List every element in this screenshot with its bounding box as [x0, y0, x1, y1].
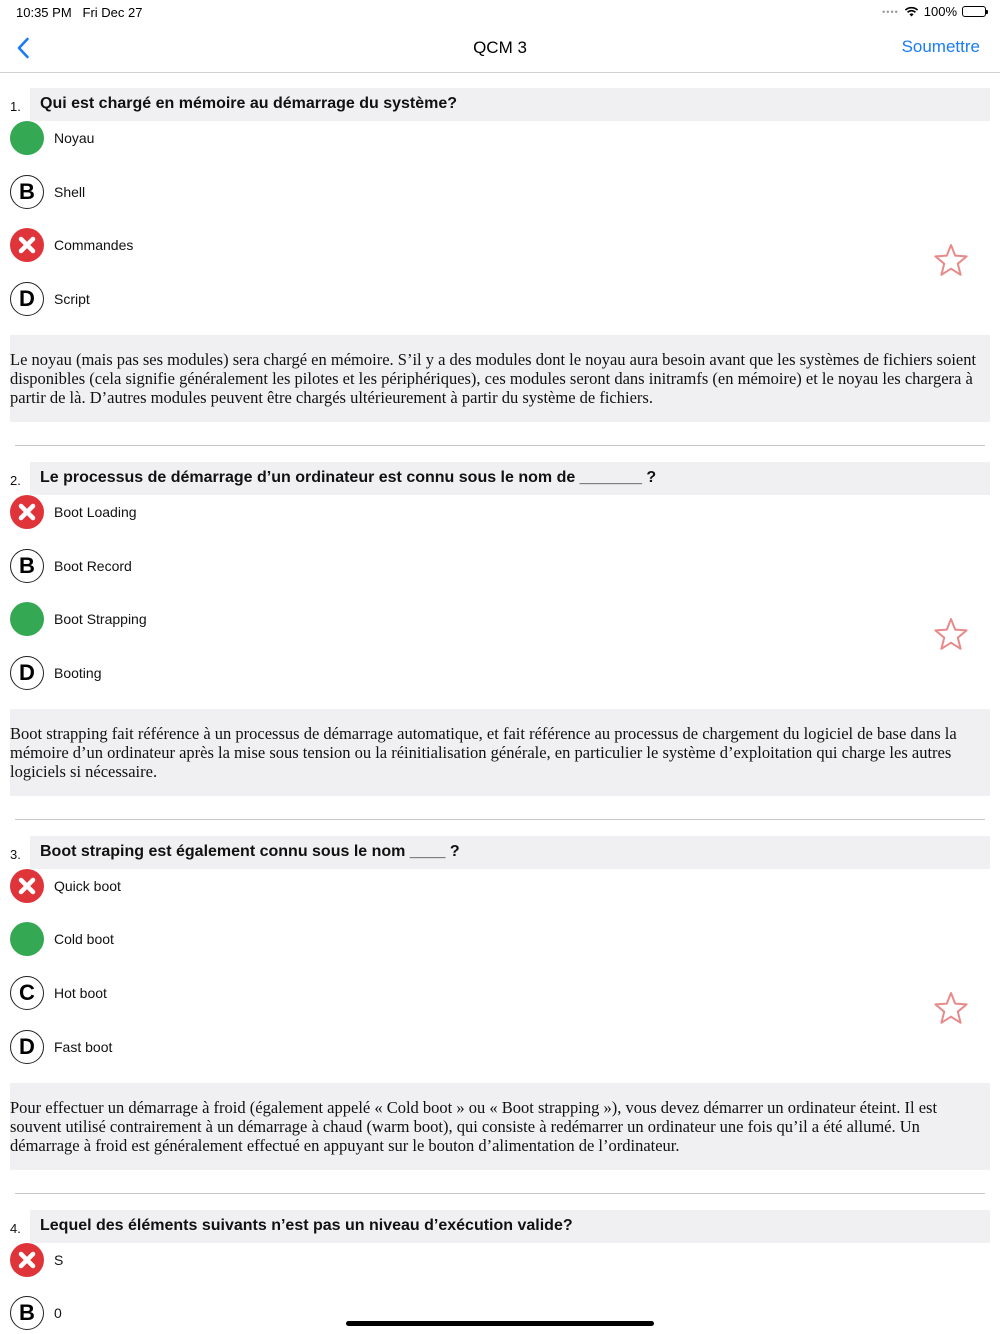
answer-option-b[interactable]: [10, 922, 610, 958]
submit-button[interactable]: Soumettre: [901, 37, 980, 56]
answer-option-a[interactable]: [10, 121, 610, 157]
back-button[interactable]: [8, 32, 38, 64]
answer-option-b[interactable]: [10, 175, 610, 211]
answer-label: Boot Loading: [54, 504, 137, 520]
letter-b-icon: B: [10, 175, 44, 209]
answer-label: Commandes: [54, 237, 134, 253]
correct-answer-icon: [10, 121, 44, 155]
divider: [15, 819, 985, 820]
answer-label: Script: [54, 291, 90, 307]
answer-option-a[interactable]: [10, 869, 610, 905]
letter-b-icon: B: [10, 1296, 44, 1330]
answer-option-d[interactable]: [10, 656, 610, 692]
status-time: [16, 5, 142, 20]
answer-label: 0: [54, 1305, 62, 1321]
answer-option-a[interactable]: [10, 1243, 610, 1279]
question-header: [30, 836, 990, 869]
wrong-answer-icon: [10, 495, 44, 529]
status-indicators: [882, 4, 986, 19]
correct-answer-icon: [10, 922, 44, 956]
status-time-text: 10:35 PM: [16, 5, 72, 20]
question-header: [30, 88, 990, 121]
page-title: QCM 3: [473, 38, 527, 57]
answer-option-b[interactable]: [10, 1296, 610, 1332]
chevron-left-icon: [16, 37, 30, 59]
letter-b-icon: B: [10, 549, 44, 583]
question-number: 3.: [10, 847, 21, 862]
star-icon[interactable]: [932, 990, 970, 1026]
answer-label: Boot Record: [54, 558, 132, 574]
question-text: Qui est chargé en mémoire au démarrage du système?: [40, 95, 458, 112]
answer-label: Fast boot: [54, 1039, 113, 1055]
question-header: [30, 462, 990, 495]
answer-label: Quick boot: [54, 878, 121, 894]
status-bar: [0, 0, 1000, 24]
correct-answer-icon: [10, 602, 44, 636]
letter-d-icon: D: [10, 1030, 44, 1064]
battery-icon: [962, 6, 986, 17]
battery-percent: 100%: [923, 4, 957, 19]
question-text: Le processus de démarrage d’un ordinateur est connu sous le nom de _______ ?: [40, 469, 657, 486]
question-text: Lequel des éléments suivants n’est pas un niveau d’exécution valide?: [40, 1217, 573, 1234]
question-number: 4.: [10, 1221, 21, 1236]
answer-option-c[interactable]: [10, 602, 610, 638]
wrong-answer-icon: [10, 869, 44, 903]
letter-d-icon: D: [10, 656, 44, 690]
answer-option-c[interactable]: [10, 976, 610, 1012]
answer-label: Cold boot: [54, 931, 114, 947]
star-icon[interactable]: [932, 242, 970, 278]
status-date-text: Fri Dec 27: [82, 5, 143, 20]
answer-label: Noyau: [54, 130, 95, 146]
explanation-panel: Le noyau (mais pas ses modules) sera chargé en mémoire. S’il y a des modules dont le noyau aura besoin avant que les systèmes de fichiers soient disponibles (cela signifie généralement les pilotes et les périphériques), ces modules seront dans initramfs (en mémoire) et le noyau les chargera à partir de là. D’autres modules peuvent être chargés ultérieurement à partir du système de fichiers.: [10, 335, 990, 422]
answer-label: Hot boot: [54, 985, 107, 1001]
answer-label: Booting: [54, 665, 102, 681]
signal-icon: ••••: [882, 6, 899, 17]
navigation-bar: [0, 24, 1000, 73]
answer-label: Boot Strapping: [54, 611, 147, 627]
divider: [15, 445, 985, 446]
wrong-answer-icon: [10, 228, 44, 262]
letter-c-icon: C: [10, 976, 44, 1010]
question-number: 1.: [10, 99, 21, 114]
answer-label: S: [54, 1252, 64, 1268]
answer-option-d[interactable]: [10, 282, 610, 318]
answer-label: Shell: [54, 184, 86, 200]
divider: [15, 1193, 985, 1194]
letter-d-icon: D: [10, 282, 44, 316]
home-indicator: [346, 1321, 654, 1326]
question-text: Boot straping est également connu sous le nom ____ ?: [40, 843, 460, 860]
answer-option-c[interactable]: [10, 228, 610, 264]
star-icon[interactable]: [932, 616, 970, 652]
wifi-icon: [904, 6, 919, 17]
explanation-panel: Boot strapping fait référence à un processus de démarrage automatique, et fait référence au processus de chargement du logiciel de base dans la mémoire d’un ordinateur après la mise sous tension ou la réinitialisation générale, en particulier le système d’exploitation qui charge les autres logiciels si nécessaire.: [10, 709, 990, 796]
answer-option-a[interactable]: [10, 495, 610, 531]
answer-option-b[interactable]: [10, 549, 610, 585]
answer-option-d[interactable]: [10, 1030, 610, 1066]
question-number: 2.: [10, 473, 21, 488]
explanation-panel: Pour effectuer un démarrage à froid (également appelé « Cold boot » ou « Boot strapping »), vous devez démarrer un ordinateur éteint. Il est souvent utilisé contrairement à un démarrage à chaud (warm boot), qui consiste à redémarrer un ordinateur une fois qu’il a été allumé. Un démarrage à froid est généralement effectué en appuyant sur le bouton d’alimentation de l’ordinateur.: [10, 1083, 990, 1170]
wrong-answer-icon: [10, 1243, 44, 1277]
question-header: [30, 1210, 990, 1243]
